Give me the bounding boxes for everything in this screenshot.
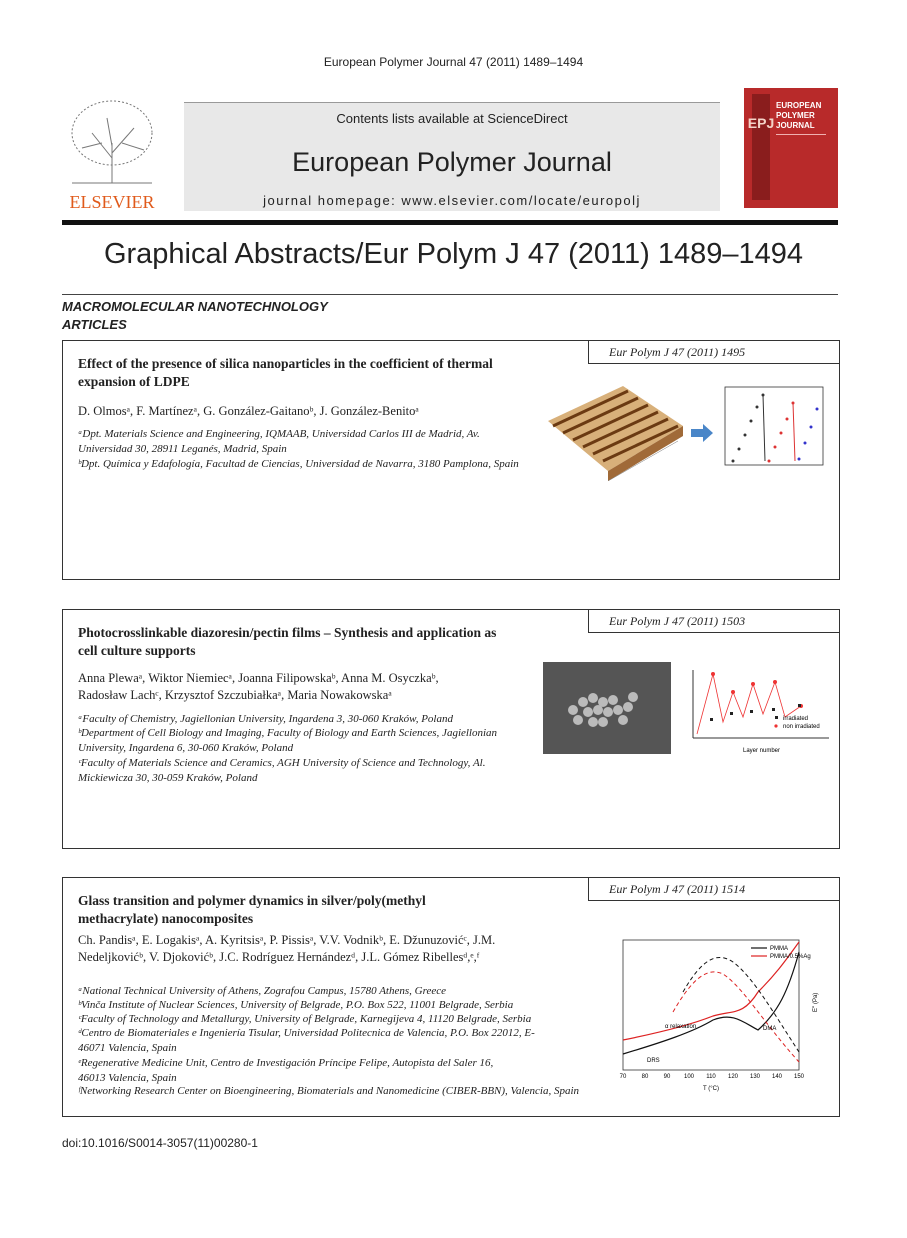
x-tick: 90 xyxy=(663,1074,671,1080)
header-rule xyxy=(62,220,838,225)
svg-text:EUROPEAN: EUROPEAN xyxy=(776,101,822,110)
article-title[interactable]: Glass transition and polymer dynamics in silver/poly(methyl methacrylate) nanocomposites xyxy=(78,893,426,926)
affiliation: ᵃFaculty of Chemistry, Jagiellonian University, Ingardena 3, 30-060 Kraków, Poland xyxy=(78,713,453,725)
affiliation: ᵇDpt. Química y Edafología, Facultad de Ciencias, Universidad de Navarra, 3180 Pamplona, Spain xyxy=(78,458,519,470)
legend-label: non irradiated xyxy=(783,724,820,730)
svg-text:JOURNAL: JOURNAL xyxy=(776,121,815,130)
journal-homepage[interactable]: journal homepage: www.elsevier.com/locate/europolj xyxy=(263,193,641,208)
affiliation: ᵇVinča Institute of Nuclear Sciences, University of Belgrade, P.O. Box 522, 11001 Belgrade, Serbia xyxy=(78,999,514,1011)
page-title: Graphical Abstracts/Eur Polym J 47 (2011) 1489–1494 xyxy=(103,238,804,270)
x-tick: 120 xyxy=(727,1074,739,1080)
article-box-1 xyxy=(62,340,840,580)
affiliation: ᵈCentro de Biomateriales e Ingeniería Tisular, Universidad Politecnica de Valencia, P.O. Box 22012, E-46071 Valencia, Spain xyxy=(78,1027,535,1054)
legend-label: PMMA xyxy=(770,946,788,952)
x-axis-label: Layer number xyxy=(743,748,781,754)
annotation: α relaxation xyxy=(665,1024,697,1030)
x-tick: 100 xyxy=(683,1074,695,1080)
section-heading: MACROMOLECULAR NANOTECHNOLOGY xyxy=(62,299,328,314)
section-subheading: ARTICLES xyxy=(62,317,127,332)
svg-text:POLYMER: POLYMER xyxy=(776,111,815,120)
publisher-wordmark: ELSEVIER xyxy=(69,192,155,212)
doi[interactable]: doi:10.1016/S0014-3057(11)00280-1 xyxy=(62,1136,258,1150)
article-citation[interactable]: Eur Polym J 47 (2011) 1514 xyxy=(588,877,840,901)
elsevier-logo xyxy=(62,88,162,212)
article-authors: D. Olmosᵃ, F. Martínezᵃ, G. González-Gaitanoᵇ, J. González-Benitoᵃ xyxy=(78,404,419,418)
annotation: DMA xyxy=(763,1026,777,1032)
x-tick: 150 xyxy=(793,1074,805,1080)
article-title[interactable]: Photocrosslinkable diazoresin/pectin films – Synthesis and application as cell culture supports xyxy=(78,625,497,658)
x-tick: 130 xyxy=(749,1074,761,1080)
title-rule xyxy=(62,294,838,295)
x-tick: 80 xyxy=(641,1074,649,1080)
graphical-abstract-3 xyxy=(603,932,833,1096)
x-axis-label: T (°C) xyxy=(703,1086,719,1092)
running-head: European Polymer Journal 47 (2011) 1489–1494 xyxy=(323,55,584,69)
article-authors: Ch. Pandisᵃ, E. Logakisᵃ, A. Kyritsisᵃ, P. Pissisᵃ, V.V. Vodnikᵇ, E. Džunuzovićᶜ, J.M. Nedeljkovićᵇ, V. Djokovićᵇ, J.C. Rodríguez Hernándezᵈ, J.L. Gómez Ribellesᵈ,ᵉ,ᶠ xyxy=(78,933,496,964)
legend-label: PMMA/0.5%Ag xyxy=(770,954,811,960)
graphical-abstract-2 xyxy=(543,662,833,762)
affiliation: ᵃDpt. Materials Science and Engineering, IQMAAB, Universidad Carlos III de Madrid, Av. Universidad 30, 28911 Leganés, Madrid, Spain xyxy=(78,428,480,455)
contents-line[interactable]: Contents lists available at ScienceDirect xyxy=(336,111,568,126)
x-tick: 70 xyxy=(619,1074,627,1080)
article-authors: Anna Plewaᵃ, Wiktor Niemiecᵃ, Joanna Filipowskaᵇ, Anna M. Osyczkaᵇ, Radosław Lachᶜ, Krzysztof Szczubiałkaᵃ, Maria Nowakowskaᵃ xyxy=(78,671,439,702)
x-tick: 140 xyxy=(771,1074,783,1080)
arrow-icon xyxy=(691,424,713,442)
affiliation: ᵇDepartment of Cell Biology and Imaging, Faculty of Biology and Earth Sciences, Jagiellonian University, Ingardena 6, 30-060 Kraków, Poland xyxy=(78,727,498,754)
legend-label: irradiated xyxy=(783,716,809,722)
affiliation: ᵉRegenerative Medicine Unit, Centro de Investigación Príncipe Felipe, Autopista del Saler 16, 46013 Valencia, Spain xyxy=(78,1057,494,1084)
journal-name: European Polymer Journal xyxy=(292,147,612,177)
article-title[interactable]: Effect of the presence of silica nanoparticles in the coefficient of thermal expansion of LDPE xyxy=(78,356,493,389)
masthead xyxy=(62,88,838,214)
affiliation: ᵃNational Technical University of Athens, Zografou Campus, 15780 Athens, Greece xyxy=(78,985,446,997)
affiliation: ᶜFaculty of Technology and Metallurgy, University of Belgrade, Karnegijeva 4, 11120 Belgrade, Serbia xyxy=(78,1013,532,1025)
affiliation: ᶠNetworking Research Center on Bioengineering, Biomaterials and Nanomedicine (CIBER-BBN), Valencia, Spain xyxy=(78,1085,579,1097)
cover-mark: EPJ xyxy=(747,115,775,131)
x-tick: 110 xyxy=(706,1074,716,1080)
journal-cover xyxy=(744,88,838,208)
article-citation[interactable]: Eur Polym J 47 (2011) 1495 xyxy=(588,340,840,364)
graphical-abstract-1 xyxy=(543,381,833,481)
annotation: DRS xyxy=(647,1058,660,1064)
journal-banner xyxy=(184,102,720,211)
article-box-3 xyxy=(62,877,840,1117)
affiliation: ᶜFaculty of Materials Science and Ceramics, AGH University of Science and Technology, Al. Mickiewicza 30, 30-059 Kraków, Poland xyxy=(78,757,486,784)
article-citation[interactable]: Eur Polym J 47 (2011) 1503 xyxy=(588,609,840,633)
y-axis-label: E'' (Pa) xyxy=(813,992,819,1012)
article-box-2 xyxy=(62,609,840,849)
